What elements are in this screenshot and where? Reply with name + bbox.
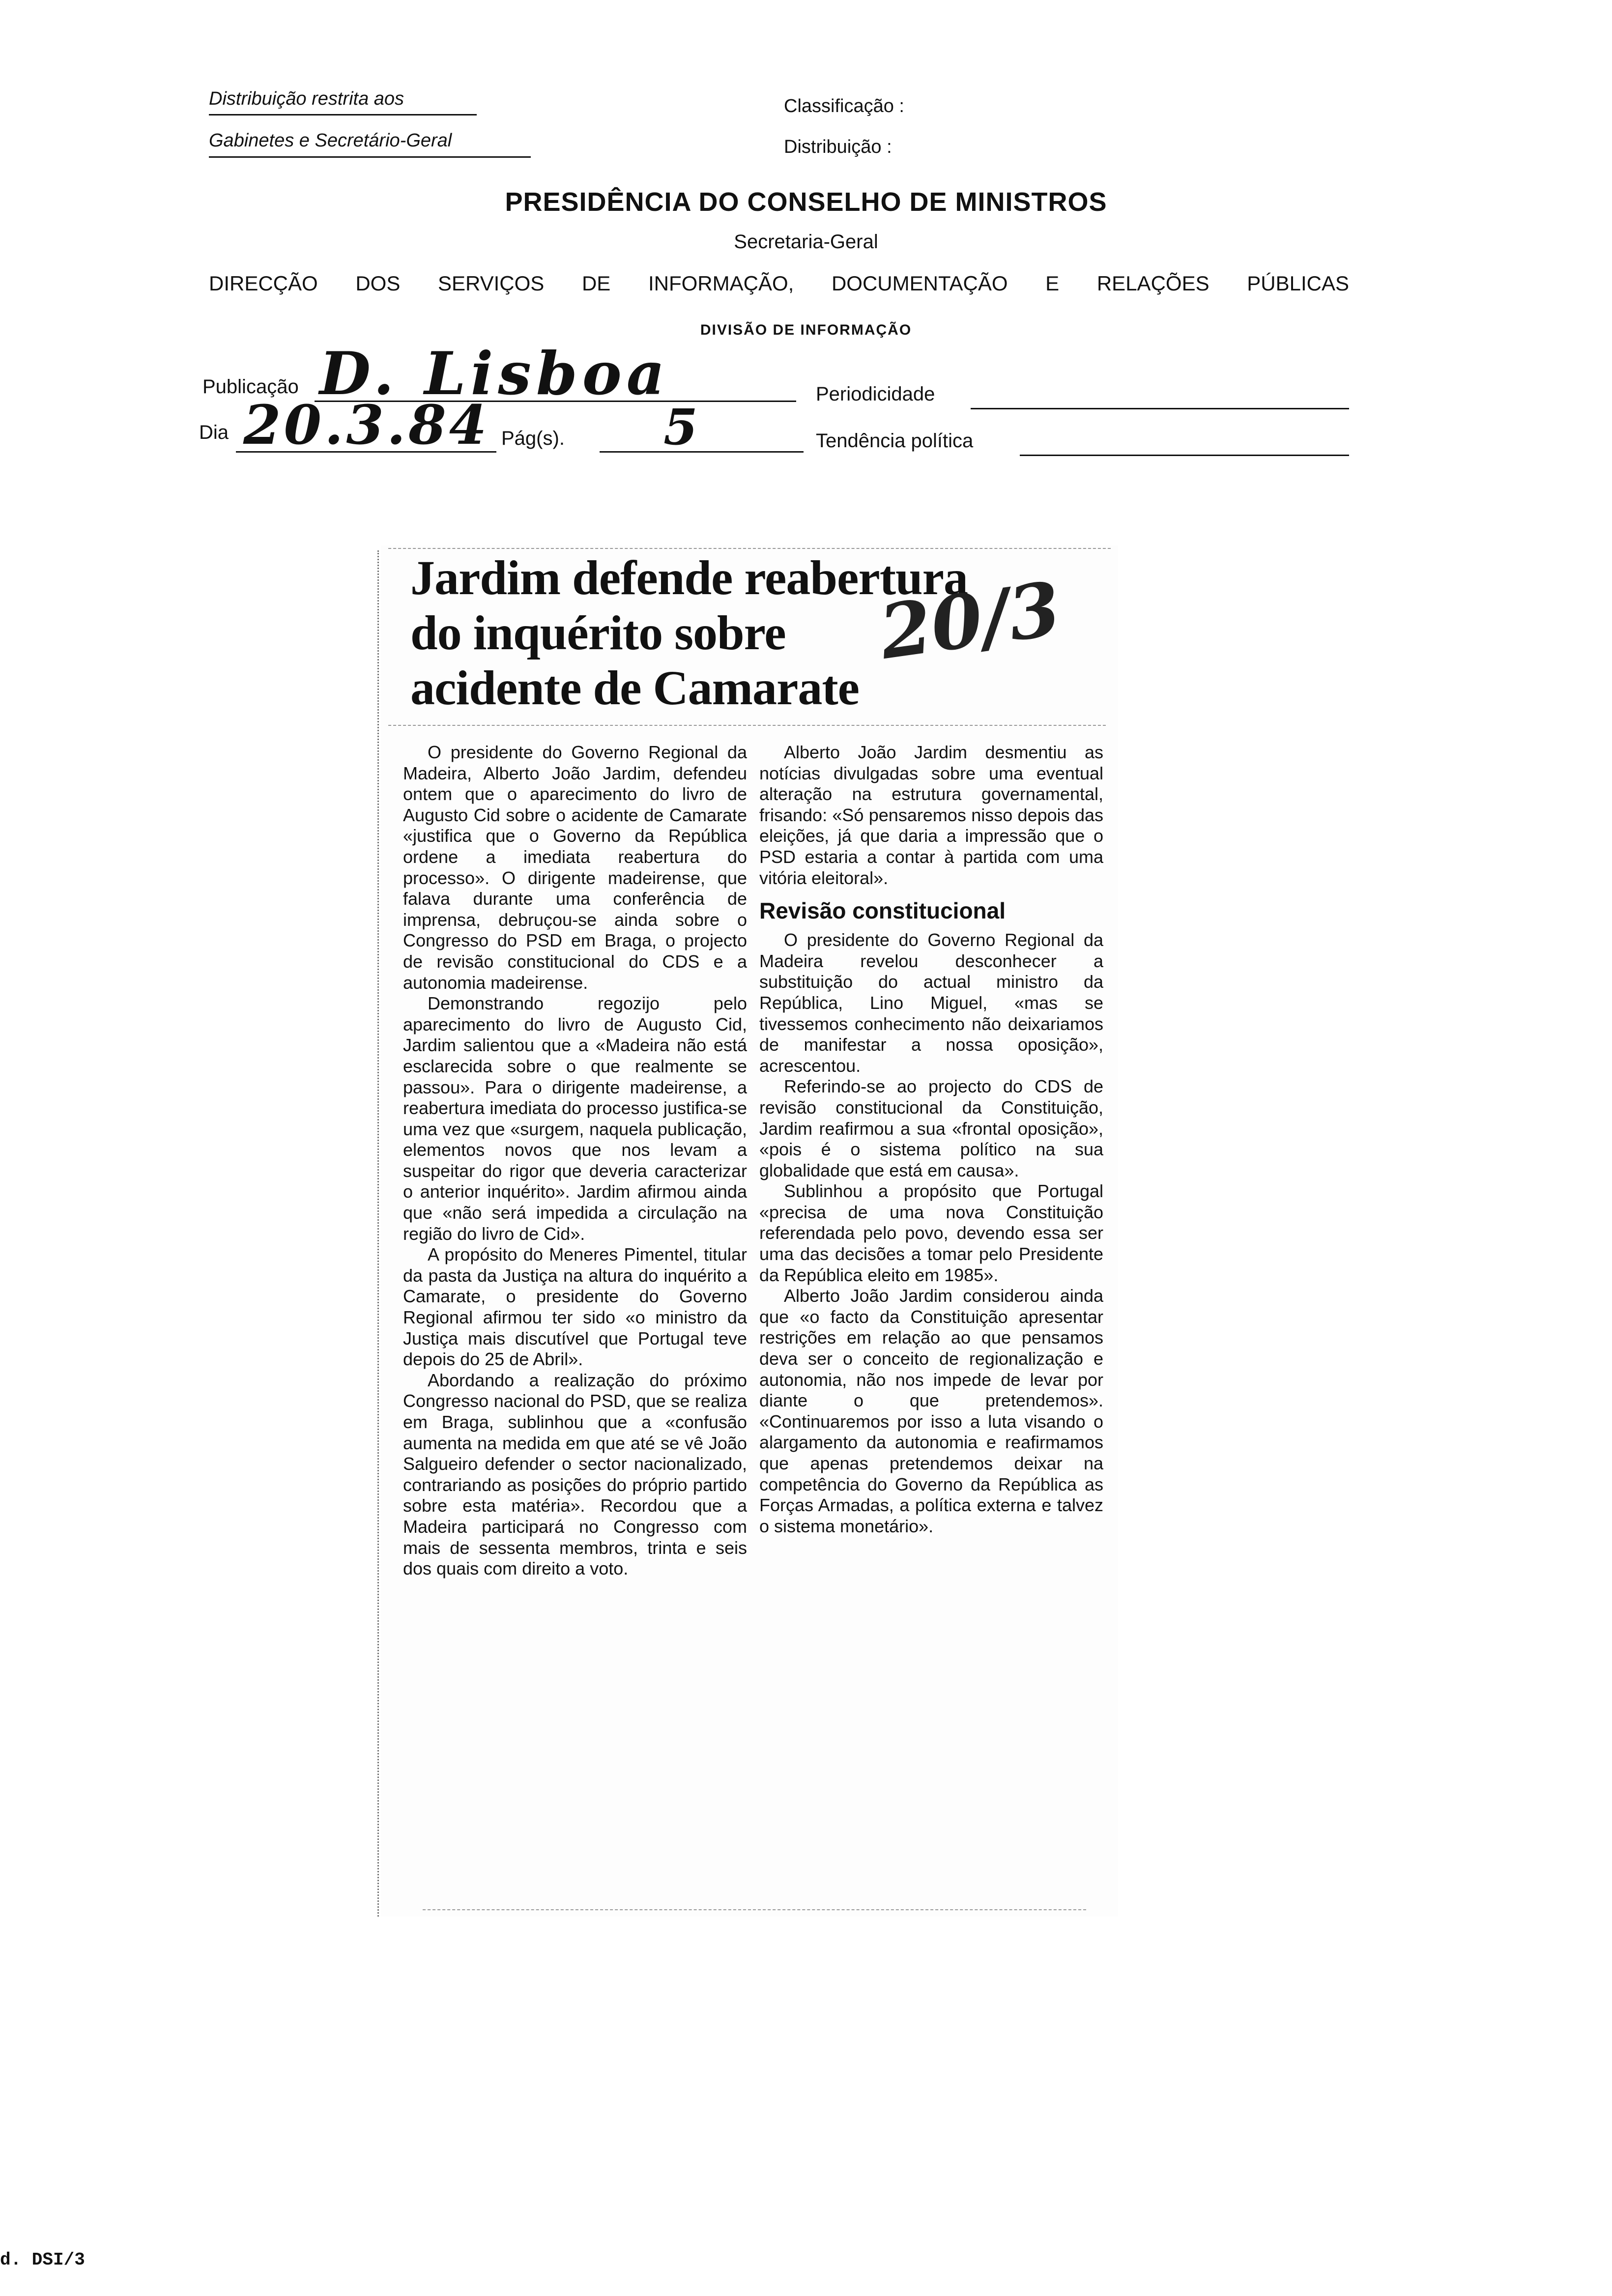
form-code: d. DSI/3 [0, 2250, 85, 2270]
divider [209, 114, 477, 115]
article-paragraph: Referindo-se ao projecto do CDS de revisão constitucional da Constituição, Jardim reafirmou a sua «frontal oposição», «pois é o sistema político na sua globalidade que está em causa». [759, 1076, 1103, 1180]
dia-label: Dia [199, 422, 229, 443]
restricted-distribution-line1: Distribuição restrita aos [209, 88, 404, 109]
division-title: DIVISÃO DE INFORMAÇÃO [700, 322, 912, 338]
headline-line-2: do inquérito sobre [410, 605, 786, 660]
divider [209, 156, 531, 158]
periodicidade-line [971, 408, 1349, 409]
handwritten-date-annotation: 20/3 [874, 565, 1066, 676]
restricted-distribution-line2: Gabinetes e Secretário-Geral [209, 130, 452, 151]
dia-line [236, 451, 496, 453]
article-paragraph: A propósito do Meneres Pimentel, titular da pasta da Justiça na altura do inquérito a Camarate, o presidente do Governo Regional afirmou ter sido «o ministro da Justiça mais discutível que Portugal teve depois do 25 de Abril». [403, 1244, 747, 1370]
article-right-column [759, 742, 1103, 1537]
headline-line-3: acidente de Camarate [410, 660, 860, 715]
clipping-edge [377, 550, 379, 1917]
article-paragraph: O presidente do Governo Regional da Madeira, Alberto João Jardim, defendeu ontem que o aparecimento do livro de Augusto Cid sobre o acidente de Camarate «justifica que o Governo da República ordene a imediata reabertura do processo». O dirigente madeirense, que falava durante uma conferência de imprensa, debruçou-se ainda sobre o Congresso do PSD em Braga, o projecto de revisão constitucional do CDS e a autonomia madeirense. [403, 742, 747, 993]
tendencia-label: Tendência política [816, 430, 974, 452]
article-paragraph: Sublinhou a propósito que Portugal «precisa de uma nova Constituição referendada pelo povo, devendo essa ser uma das decisões a tomar pelo Presidente da República eleito em 1985». [759, 1181, 1103, 1285]
periodicidade-label: Periodicidade [816, 383, 935, 405]
article-paragraph: Demonstrando regozijo pelo aparecimento do livro de Augusto Cid, Jardim salientou que a «Madeira não está esclarecida sobre o que realmente se passou». Para o dirigente madeirense, a reabertura imediata do processo justifica-se uma vez que «surgem, naquela publicação, elementos novos que nos levam a suspeitar do rigor que deveria caracterizar o anterior inquérito». Jardim afirmou ainda que «não será impedida a circulação na região do livro de Cid». [403, 993, 747, 1244]
directorate-title: DIRECÇÃO DOS SERVIÇOS DE INFORMAÇÃO, DOCUMENTAÇÃO E RELAÇÕES PÚBLICAS [209, 272, 1349, 295]
dia-handwritten-value: 20.3.84 [243, 393, 490, 457]
article-paragraph: Alberto João Jardim desmentiu as notícias divulgadas sobre uma eventual alteração na estrutura governamental, frisando: «Só pensaremos nisso depois das eleições, já que daria a impressão que o PSD estaria a contar à partida com uma vitória eleitoral». [759, 742, 1103, 888]
article-paragraph: Alberto João Jardim considerou ainda que «o facto da Constituição apresentar restrições em relação ao que pensamos deva ser o conceito de regionalização e autonomia, não nos impede de levar por diante o que pretendemos». «Continuaremos por isso a luta visando o alargamento da autonomia e reafirmamos que apenas pretendemos deixar na competência do Governo da República as Forças Armadas, a política externa e talvez o sistema monetário». [759, 1286, 1103, 1536]
article-paragraph: O presidente do Governo Regional da Madeira revelou desconhecer a substituição do actual ministro da República, Lino Miguel, «mas se tivessemos conhecimento não deixariamos de manifestar a nossa oposição», acrescentou. [759, 930, 1103, 1076]
pags-handwritten-value: 5 [663, 398, 698, 456]
classificacao-label: Classificação : [784, 96, 904, 116]
publicacao-handwritten-value: D. Lisboa [319, 339, 670, 408]
article-left-column [403, 742, 747, 1579]
headline-line-1: Jardim defende reabertura [410, 550, 968, 605]
article-subhead: Revisão constitucional [759, 898, 1006, 924]
publicacao-label: Publicação [202, 376, 299, 398]
secretariat-title: Secretaria-Geral [734, 231, 878, 253]
institution-title: PRESIDÊNCIA DO CONSELHO DE MINISTROS [505, 187, 1107, 217]
clipping-top-edge [388, 548, 1111, 549]
pags-label: Pág(s). [501, 428, 565, 449]
distribuicao-label: Distribuição : [784, 137, 892, 157]
tendencia-line [1020, 455, 1349, 456]
clipping-bottom-edge [423, 1909, 1086, 1910]
pags-line [600, 451, 804, 453]
headline-separator [388, 725, 1106, 726]
article-paragraph: Abordando a realização do próximo Congresso nacional do PSD, que se realiza em Braga, sublinhou que a «confusão aumenta na medida em que até se vê João Salgueiro defender o sector nacionalizado, contrariando as posições do próprio partido sobre esta matéria». Recordou que a Madeira participará no Congresso com mais de sessenta membros, trinta e seis dos quais com direito a voto. [403, 1370, 747, 1579]
